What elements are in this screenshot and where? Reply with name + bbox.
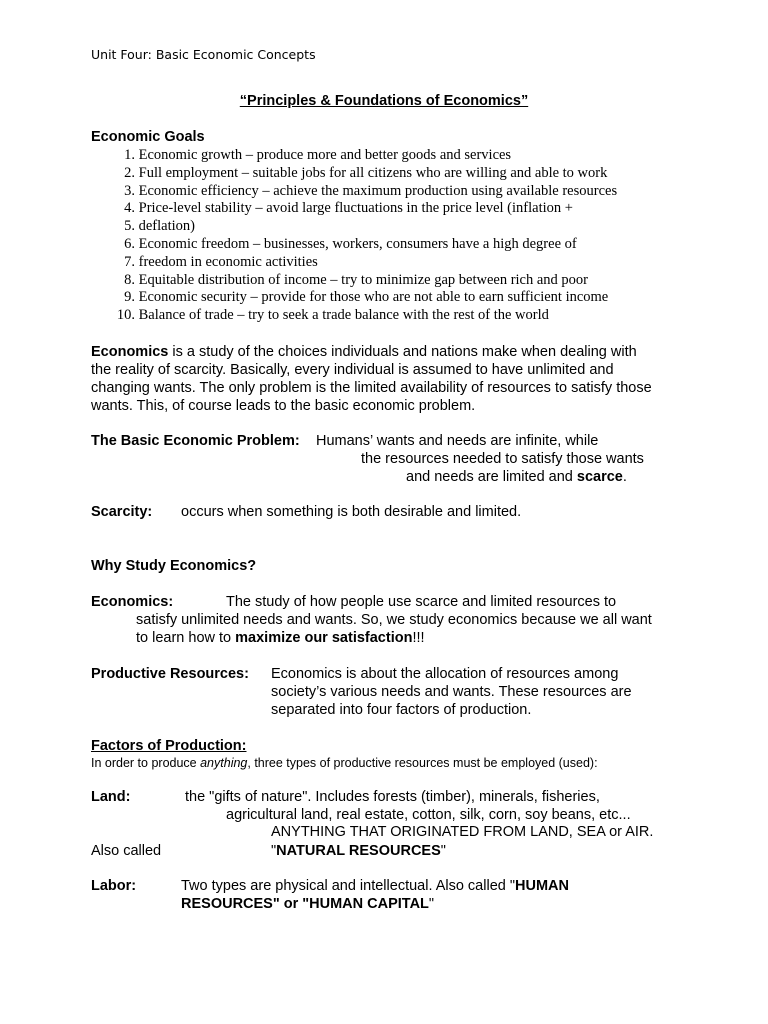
goal-text: Balance of trade – try to seek a trade balance with the rest of the world [138,307,549,324]
goal-item [110,307,617,325]
economics-term: Economics [91,344,169,360]
goal-text: Economic efficiency – achieve the maximum production using available resources [138,182,618,199]
land-line-3: ANYTHING THAT ORIGINATED FROM LAND, SEA or AIR. [271,824,654,840]
goal-item [110,200,617,218]
goal-text: freedom in economic activities [138,253,318,270]
labor-label: Labor: [91,878,137,894]
goal-text: deflation) [138,218,195,235]
goal-number: 4. [124,200,135,217]
land-line-2: agricultural land, real estate, cotton, silk, corn, soy beans, etc... [226,807,631,823]
goal-number: 5. [124,218,135,235]
goal-item [110,236,617,254]
economics-para-line-4: wants. This, of course leads to the basic economic problem. [91,398,476,414]
basic-problem-line-2: the resources needed to satisfy those wants [361,451,644,467]
goals-heading: Economic Goals [91,129,205,145]
scarce-term: scarce [576,469,623,485]
goal-number: 8. [124,271,135,288]
goal-item [110,218,617,236]
basic-problem-line-3: and needs are limited and scarce. [406,469,627,485]
goal-text: Full employment – suitable jobs for all citizens who are willing and able to work [138,164,608,181]
goal-text: Economic security – provide for those who are not able to earn sufficient income [138,289,609,306]
goal-number: 10. [116,307,135,324]
goal-item [110,254,617,272]
goal-item [110,289,617,307]
goal-item [110,165,617,183]
scarcity-text: occurs when something is both desirable and limited. [181,504,522,520]
labor-line-2: RESOURCES" or "HUMAN CAPITAL" [181,896,435,912]
maximize-satisfaction: maximize our satisfaction [235,630,413,646]
land-label: Land: [91,789,131,805]
factors-heading: Factors of Production: [91,738,247,754]
productive-line-2: society’s various needs and wants. These resources are [271,684,632,700]
goal-number: 6. [124,235,135,252]
goal-number: 3. [124,182,135,199]
economics-para-line-3: changing wants. The only problem is the limited availability of resources to satisfy those [91,380,652,396]
labor-line-1: Two types are physical and intellectual. Also called "HUMAN [181,878,569,894]
productive-line-3: separated into four factors of production. [271,702,532,718]
goal-item [110,147,617,165]
goal-number: 1. [124,147,135,163]
economics-def-line-3: to learn how to maximize our satisfaction!!! [136,630,425,646]
goal-text: Price-level stability – avoid large fluctuations in the price level (inflation + [138,200,573,217]
productive-line-1: Economics is about the allocation of resources among [271,666,619,682]
why-study-heading: Why Study Economics? [91,558,257,574]
economics-def-label: Economics: [91,594,174,610]
goal-item [110,272,617,290]
land-line-1: the "gifts of nature". Includes forests (timber), minerals, fisheries, [185,789,600,805]
economics-paragraph [91,343,681,415]
economics-def-line-2: satisfy unlimited needs and wants. So, we study economics because we all want [136,612,652,628]
economics-para-line-1: is a study of the choices individuals and nations make when dealing with [168,344,637,360]
land-also-called: Also called [91,843,162,859]
goal-item [110,183,617,201]
productive-label: Productive Resources: [91,666,249,682]
scarcity-label: Scarcity: [91,504,153,520]
document-title: “Principles & Foundations of Economics” [239,93,529,109]
goal-text: Economic growth – produce more and better goods and services [138,147,512,163]
goal-number: 7. [124,253,135,270]
basic-problem-line-1: Humans’ wants and needs are infinite, while [316,433,599,449]
economics-para-line-2: the reality of scarcity. Basically, every individual is assumed to have unlimited and [91,362,614,378]
goal-number: 9. [124,289,135,306]
factors-intro: In order to produce anything, three types of productive resources must be employed (used): [91,756,598,770]
goal-number: 2. [124,164,135,181]
basic-problem-label: The Basic Economic Problem: [91,433,300,449]
goals-list [110,147,617,325]
economics-def-line-1: The study of how people use scarce and limited resources to [226,594,617,610]
goal-text: Equitable distribution of income – try to minimize gap between rich and poor [138,271,589,288]
anything-emphasis: anything [200,756,248,770]
natural-resources: "NATURAL RESOURCES" [271,843,446,859]
unit-header: Unit Four: Basic Economic Concepts [91,47,316,62]
goal-text: Economic freedom – businesses, workers, consumers have a high degree of [138,235,577,252]
